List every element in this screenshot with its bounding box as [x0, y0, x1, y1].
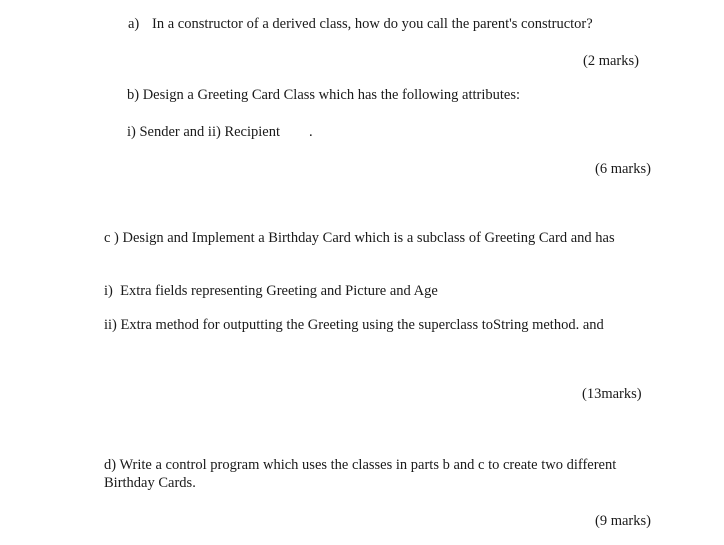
- question-a-text: In a constructor of a derived class, how do you call the parent's constructor?: [152, 16, 593, 32]
- question-a-label: a): [128, 16, 140, 32]
- question-a-marks: (2 marks): [583, 53, 639, 69]
- question-b-sub-i: i) Sender and ii) Recipient: [127, 124, 281, 140]
- question-b-trailing-dot: .: [309, 124, 313, 140]
- question-d-text: d) Write a control program which uses the classes in parts b and c to create two different Birthday Cards.: [104, 457, 617, 491]
- question-d-marks: (9 marks): [595, 513, 651, 529]
- question-c-marks: (13marks): [582, 386, 642, 402]
- question-c-text: c ) Design and Implement a Birthday Card which is a subclass of Greeting Card and has: [104, 230, 615, 246]
- question-c-sub-i: i) Extra fields representing Greeting and Picture and Age: [104, 283, 438, 299]
- question-c-sub-ii: ii) Extra method for outputting the Greeting using the superclass toString method. and: [104, 317, 604, 333]
- question-b-marks: (6 marks): [595, 161, 651, 177]
- question-b-text: b) Design a Greeting Card Class which has the following attributes:: [127, 87, 521, 103]
